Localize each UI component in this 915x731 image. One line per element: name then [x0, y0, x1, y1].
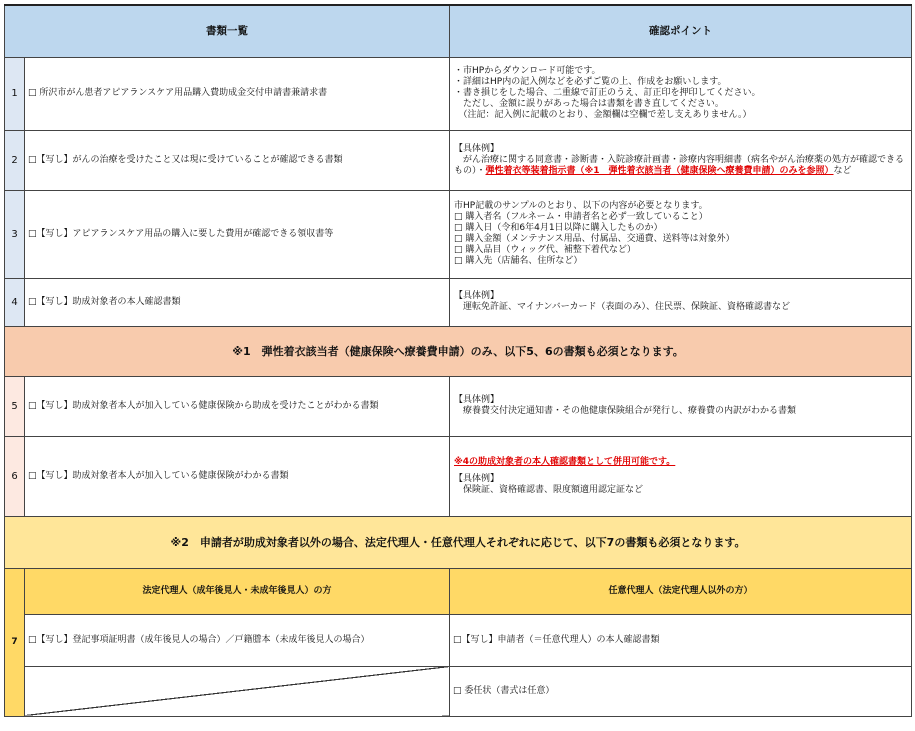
red-note: 弾性着衣等装着指示書（※1 弾性着衣該当者（健康保険へ療養費申請）のみを参照）: [485, 165, 834, 176]
point-line: 市HP記載のサンプルのとおり、以下の内容が必要となります。: [454, 201, 708, 211]
point-line: □ 購入者名（フルネーム・申請者名と必ず一致していること）: [454, 212, 708, 222]
table-row: [5, 278, 912, 326]
document-item: □【写し】助成対象者本人が加入している健康保険から助成を受けたことがわかる書類: [25, 376, 450, 436]
legal-doc-item: □【写し】登記事項証明書（成年後見人の場合）／戸籍謄本（未成年後見人の場合）: [25, 614, 450, 666]
voluntary-representative-header: 任意代理人（法定代理人以外の方）: [450, 568, 912, 614]
point-line: （注記：記入例に記載のとおり、金額欄は空欄で差し支えありません。）: [454, 110, 752, 120]
check-points: [450, 278, 912, 326]
table-row: [5, 130, 912, 190]
red-note: ※4の助成対象者の本人確認書類として併用可能です。: [454, 456, 676, 467]
notice-text-1: ※1 弾性着衣該当者（健康保険へ療養費申請）のみ、以下5、6の書類も必須となります。: [5, 326, 912, 376]
table-row: [5, 376, 912, 436]
table-row: [5, 666, 912, 716]
document-item: □【写し】助成対象者の本人確認書類: [25, 278, 450, 326]
example-suffix: など: [833, 165, 852, 176]
check-points: [450, 190, 912, 278]
point-line: □ 購入金額（メンテナンス用品、付属品、交通費、送料等は対象外）: [454, 234, 735, 244]
voluntary-doc-item: □【写し】申請者（＝任意代理人）の本人確認書類: [450, 614, 912, 666]
check-points: [450, 130, 912, 190]
example-text: がん治療に関する同意書・診断書・入院診療計画書・診療内容明細書（病名やがん治療薬の処方が確認できるもの）・: [454, 154, 905, 176]
voluntary-doc-item-2: □ 委任状（書式は任意）: [450, 666, 912, 716]
row-number: 2: [5, 130, 25, 190]
check-points: [450, 436, 912, 516]
agent-subheader-row: [5, 568, 912, 614]
point-line: □ 購入品目（ウィッグ代、補整下着代など）: [454, 245, 636, 255]
check-points: [450, 57, 912, 130]
documents-table: [4, 4, 912, 717]
point-line: ・書き損じをした場合、二重線で訂正のうえ、訂正印を押印してください。: [454, 88, 761, 98]
table-header: [5, 5, 912, 57]
check-points: [450, 376, 912, 436]
point-line: ・市HPからダウンロード可能です。: [454, 66, 601, 76]
table-row: [5, 190, 912, 278]
row-number: 3: [5, 190, 25, 278]
header-points: 確認ポイント: [450, 5, 912, 57]
row-number: 5: [5, 376, 25, 436]
row-number: 1: [5, 57, 25, 130]
document-item: □ 所沢市がん患者アピアランスケア用品購入費助成金交付申請書兼請求書: [25, 57, 450, 130]
point-line: 保険証、資格確認書、限度額適用認定証など: [454, 484, 644, 495]
point-line: 【具体例】: [454, 473, 500, 484]
notice-band-1: [5, 326, 912, 376]
point-line: 【具体例】: [454, 291, 500, 301]
example-label: 【具体例】: [454, 143, 500, 154]
table-row: [5, 614, 912, 666]
point-line: ただし、金額に誤りがあった場合は書類を書き直してください。: [454, 99, 724, 109]
header-documents: 書類一覧: [5, 5, 450, 57]
row-number: 6: [5, 436, 25, 516]
notice-text-2: ※2 申請者が助成対象者以外の場合、法定代理人・任意代理人それぞれに応じて、以下7の書類も必須となります。: [5, 516, 912, 568]
point-line: 【具体例】: [454, 395, 500, 405]
row-number: 7: [5, 568, 25, 716]
point-line: □ 購入日（令和6年4月1日以降に購入したものか）: [454, 223, 663, 233]
point-line: ・詳細はHP内の記入例などを必ずご覧の上、作成をお願いします。: [454, 77, 727, 87]
table-row: [5, 57, 912, 130]
point-line: 療養費交付決定通知書・その他健康保険組合が発行し、療養費の内訳がわかる書類: [454, 406, 797, 416]
table-row: [5, 436, 912, 516]
empty-slashed-cell: [25, 666, 450, 716]
notice-band-2: [5, 516, 912, 568]
point-line: □ 購入先（店舗名、住所など）: [454, 256, 583, 266]
document-item: □【写し】アピアランスケア用品の購入に要した費用が確認できる領収書等: [25, 190, 450, 278]
document-item: □【写し】がんの治療を受けたこと又は現に受けていることが確認できる書類: [25, 130, 450, 190]
row-number: 4: [5, 278, 25, 326]
legal-representative-header: 法定代理人（成年後見人・未成年後見人）の方: [25, 568, 450, 614]
document-item: □【写し】助成対象者本人が加入している健康保険がわかる書類: [25, 436, 450, 516]
point-line: 運転免許証、マイナンバーカード（表面のみ）、住民票、保険証、資格確認書など: [454, 302, 791, 312]
